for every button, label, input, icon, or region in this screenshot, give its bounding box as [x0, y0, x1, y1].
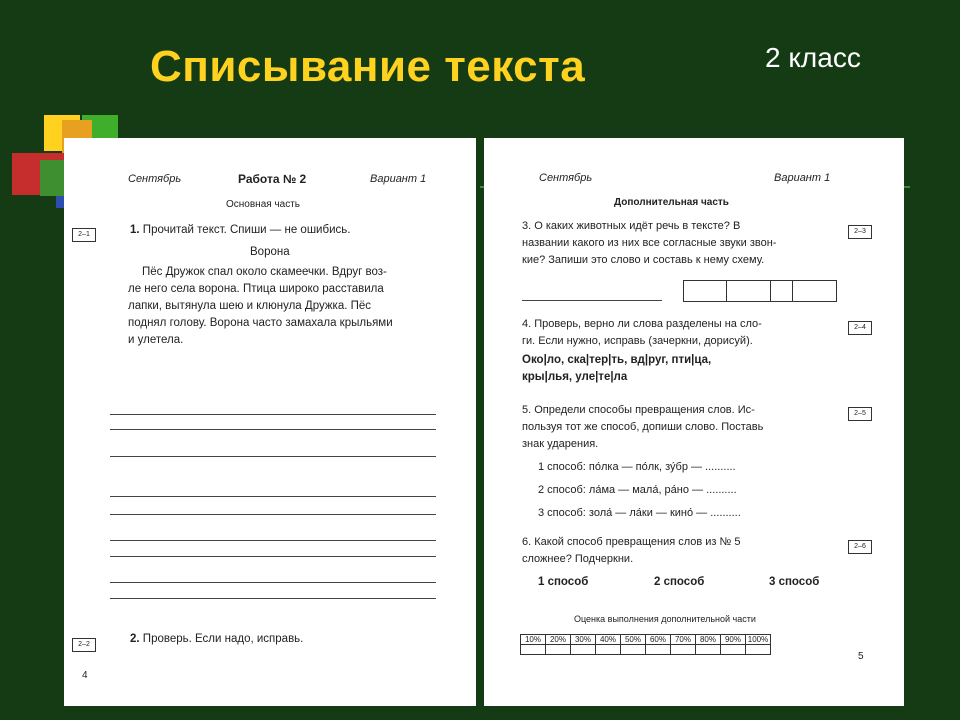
writing-line[interactable]	[110, 414, 436, 415]
score-cell[interactable]	[521, 645, 546, 655]
percent-cell: 30%	[571, 635, 596, 645]
writing-line[interactable]	[110, 556, 436, 557]
writing-line[interactable]	[110, 496, 436, 497]
option-way-3[interactable]: 3 способ	[769, 576, 820, 588]
scheme-cell[interactable]	[792, 280, 837, 302]
percent-cell: 20%	[546, 635, 571, 645]
score-cell[interactable]	[646, 645, 671, 655]
task1-code: 2–1	[72, 228, 96, 242]
left-variant: Вариант 1	[370, 173, 427, 185]
score-cell[interactable]	[696, 645, 721, 655]
percent-cell: 50%	[621, 635, 646, 645]
task3-scheme-boxes[interactable]	[683, 280, 837, 302]
percent-cell: 60%	[646, 635, 671, 645]
syllable-words[interactable]: Око|ло, ска|тер|ть, вд|руг, пти|ца, кры|лья, уле|те|ла	[522, 354, 712, 383]
story-title: Ворона	[250, 246, 290, 258]
scheme-cell[interactable]	[770, 280, 793, 302]
task3-text: 3. О каких животных идёт речь в тексте? В названии какого из них все согласные звуки звон- кие? Запиши это слово и составь к нему схему.	[522, 220, 777, 266]
percent-cell: 100%	[746, 635, 771, 645]
task4-text: 4. Проверь, верно ли слова разделены на сло- ги. Если нужно, исправь (зачеркни, дорисуй).	[522, 318, 762, 347]
right-worksheet-page	[484, 138, 904, 706]
percent-row	[521, 635, 771, 645]
left-month: Сентябрь	[128, 173, 182, 185]
percent-cell: 70%	[671, 635, 696, 645]
writing-line[interactable]	[110, 582, 436, 583]
story-text: Пёс Дружок спал около скамеечки. Вдруг воз- ле него села ворона. Птица широко расставила лапки, вытянула шею и клюнула Дружка. Пёс поднял голову. Ворона часто замахала крыльями и улетела.	[128, 266, 393, 346]
percent-cell: 90%	[721, 635, 746, 645]
percent-cell: 10%	[521, 635, 546, 645]
right-month: Сентябрь	[539, 172, 593, 184]
option-way-2[interactable]: 2 способ	[654, 576, 705, 588]
percent-cell: 40%	[596, 635, 621, 645]
extra-section-title: Дополнительная часть	[614, 197, 729, 208]
writing-line[interactable]	[110, 540, 436, 541]
right-variant: Вариант 1	[774, 172, 831, 184]
task3-code: 2–3	[848, 225, 872, 239]
right-page-number: 5	[858, 651, 864, 662]
task3-answer-line[interactable]	[522, 300, 662, 301]
score-cell[interactable]	[596, 645, 621, 655]
writing-line[interactable]	[110, 429, 436, 430]
assessment-title: Оценка выполнения дополнительной части	[574, 614, 756, 624]
left-worksheet-page	[64, 138, 476, 706]
task5-code: 2–5	[848, 407, 872, 421]
score-cell[interactable]	[546, 645, 571, 655]
score-cell[interactable]	[721, 645, 746, 655]
percent-cell: 80%	[696, 635, 721, 645]
score-cell[interactable]	[621, 645, 646, 655]
assessment-table	[520, 634, 771, 655]
slide-title: Списывание текста	[150, 42, 586, 91]
task4-code: 2–4	[848, 321, 872, 335]
task6-text: 6. Какой способ превращения слов из № 5 сложнее? Подчеркни.	[522, 536, 741, 565]
task1-instruction: 1. Прочитай текст. Спиши — не ошибись.	[130, 224, 351, 236]
option-way-1[interactable]: 1 способ	[538, 576, 589, 588]
task2-code: 2–2	[72, 638, 96, 652]
task5-text: 5. Определи способы превращения слов. Ис- пользуя тот же способ, допиши слово. Поставь знак ударения.	[522, 404, 764, 450]
scheme-cell[interactable]	[726, 280, 771, 302]
left-page-number: 4	[82, 670, 88, 681]
task6-code: 2–6	[848, 540, 872, 554]
scheme-cell[interactable]	[683, 280, 727, 302]
score-cell[interactable]	[571, 645, 596, 655]
writing-line[interactable]	[110, 456, 436, 457]
task2-instruction: 2. Проверь. Если надо, исправь.	[130, 633, 304, 645]
score-row[interactable]	[521, 645, 771, 655]
task5-ways[interactable]: 1 способ: по́лка — по́лк, зу́бр — .......... 2 способ: ла́ма — мала́, ра́но — .......... 3 способ: зола́ — ла́ки — кино́ — ..........	[538, 461, 741, 519]
score-cell[interactable]	[671, 645, 696, 655]
writing-line[interactable]	[110, 514, 436, 515]
main-section-title: Основная часть	[226, 199, 301, 210]
score-cell[interactable]	[746, 645, 771, 655]
work-number: Работа № 2	[238, 172, 307, 186]
grade-label: 2 класс	[765, 42, 861, 73]
writing-line[interactable]	[110, 598, 436, 599]
